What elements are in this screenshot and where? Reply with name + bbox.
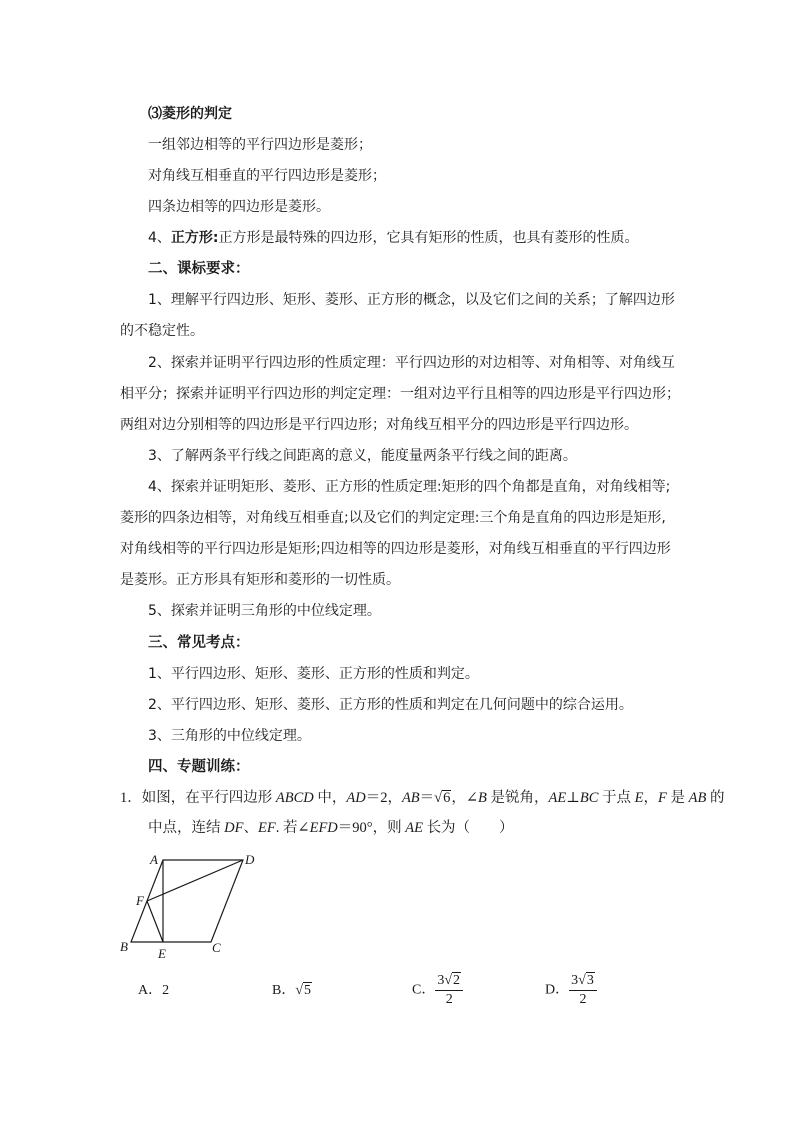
section-2-line: 两组对边分别相等的四边形是平行四边形；对角线互相平分的四边形是平行四边形。	[120, 417, 638, 433]
question-text: ＝90°，则	[337, 820, 406, 836]
section-2-line: 2、探索并证明平行四边形的性质定理：平行四边形的对边相等、对角相等、对角线互	[148, 355, 675, 371]
question-text: 长为（ ）	[422, 820, 514, 836]
option-a[interactable]	[138, 981, 169, 1001]
section-2-line: 对角线相等的平行四边形是矩形;四边相等的四边形是菱形，对角线互相垂直的平行四边形	[120, 541, 671, 557]
question-text: 于点	[598, 790, 635, 806]
sqrt-expression: √5	[295, 983, 312, 998]
radicand: 5	[304, 983, 312, 998]
fraction	[435, 972, 463, 1009]
section-2-line: 3、了解两条平行线之间距离的意义，能度量两条平行线之间的距离。	[148, 448, 577, 464]
point-label-b: B	[120, 939, 128, 954]
rhombus-heading: ⑶菱形的判定	[148, 106, 232, 122]
option-b[interactable]	[272, 981, 312, 1001]
question-text: 如图，在平行四边形	[141, 790, 276, 806]
radicand: 6	[443, 790, 451, 806]
coefficient: 3	[571, 973, 579, 988]
math-var: E	[634, 790, 644, 806]
rhombus-criterion-1: 一组邻边相等的平行四边形是菱形；	[148, 137, 372, 153]
math-var: AE	[548, 790, 567, 806]
question-text: ＝2，	[365, 790, 402, 806]
denominator: 2	[445, 992, 453, 1007]
math-var: B	[478, 790, 487, 806]
question-number: 1．	[120, 790, 142, 806]
section-3-line: 2、平行四边形、矩形、菱形、正方形的性质和判定在几何问题中的综合运用。	[148, 697, 633, 713]
section-2-line: 5、探索并证明三角形的中位线定理。	[148, 603, 381, 619]
section-2-line: 相平分；探索并证明平行四边形的判定定理：一组对边平行且相等的四边形是平行四边形；	[120, 386, 680, 402]
rhombus-criterion-2: 对角线互相垂直的平行四边形是菱形；	[148, 168, 386, 184]
math-var: AD	[346, 790, 366, 806]
point-label-d: D	[245, 852, 255, 867]
section-3-title: 三、常见考点：	[148, 635, 250, 651]
question-text: . 若∠	[275, 820, 310, 836]
segment-fd	[147, 860, 243, 901]
math-var: ABCD	[275, 790, 314, 806]
math-var: EFD	[309, 820, 338, 836]
square-text: 正方形是最特殊的四边形，它具有矩形的性质，也具有菱形的性质。	[218, 230, 639, 246]
question-line-1	[120, 788, 724, 808]
square-number: 4、	[148, 230, 171, 246]
question-text: 的	[706, 790, 725, 806]
square-term: 正方形:	[170, 230, 219, 246]
sqrt-expression: √6	[434, 790, 451, 806]
numerator: 3√2	[435, 972, 463, 991]
radicand: 2	[453, 973, 461, 988]
question-text: 是锐角，	[486, 790, 549, 806]
fraction	[569, 972, 597, 1009]
question-text: 中，	[313, 790, 347, 806]
math-var: F	[658, 790, 667, 806]
option-label: C．	[412, 982, 436, 998]
math-var: AB	[401, 790, 420, 806]
question-text: 是	[666, 790, 689, 806]
math-var: AE	[405, 820, 423, 836]
math-var: DF	[224, 820, 244, 836]
parallelogram-figure	[112, 848, 262, 963]
option-label: B．	[272, 983, 296, 998]
coefficient: 3	[437, 973, 445, 988]
option-label: A．	[138, 983, 163, 998]
section-2-line: 1、理解平行四边形、矩形、菱形、正方形的概念，以及它们之间的关系；了解四边形	[148, 292, 675, 308]
math-var: EF	[257, 820, 276, 836]
option-c[interactable]	[412, 972, 463, 1009]
point-label-f: F	[136, 893, 144, 908]
question-line-2	[148, 818, 514, 838]
math-var: BC	[579, 790, 599, 806]
section-4-title: 四、专题训练：	[148, 759, 250, 775]
segment-fe	[147, 901, 163, 942]
question-text: 中点，连结	[148, 820, 225, 836]
question-text: ，	[643, 790, 659, 806]
option-label: D．	[545, 982, 570, 998]
numerator: 3√3	[569, 972, 597, 991]
question-text: ＝	[419, 790, 435, 806]
rhombus-criterion-3: 四条边相等的四边形是菱形。	[148, 199, 330, 215]
radicand: 3	[586, 973, 594, 988]
option-d[interactable]	[545, 972, 597, 1009]
section-2-line: 的不稳定性。	[120, 323, 204, 339]
point-label-e: E	[158, 946, 166, 961]
math-var: AB	[688, 790, 707, 806]
section-3-line: 1、平行四边形、矩形、菱形、正方形的性质和判定。	[148, 666, 479, 682]
section-2-title: 二、课标要求：	[148, 261, 250, 277]
section-2-line: 是菱形。正方形具有矩形和菱形的一切性质。	[120, 572, 400, 588]
question-text: ，∠	[451, 790, 479, 806]
section-3-line: 3、三角形的中位线定理。	[148, 728, 311, 744]
question-text: 、	[243, 820, 258, 836]
square-definition	[148, 228, 639, 248]
section-2-line: 菱形的四条边相等，对角线互相垂直;以及它们的判定定理:三个角是直角的四边形是矩形,	[120, 510, 666, 526]
denominator: 2	[579, 992, 587, 1007]
point-label-a: A	[150, 852, 158, 867]
point-label-c: C	[212, 940, 221, 955]
section-2-line: 4、探索并证明矩形、菱形、正方形的性质定理:矩形的四个角都是直角，对角线相等;	[148, 479, 671, 495]
option-value: 2	[162, 983, 170, 998]
question-text: ⊥	[566, 790, 580, 806]
